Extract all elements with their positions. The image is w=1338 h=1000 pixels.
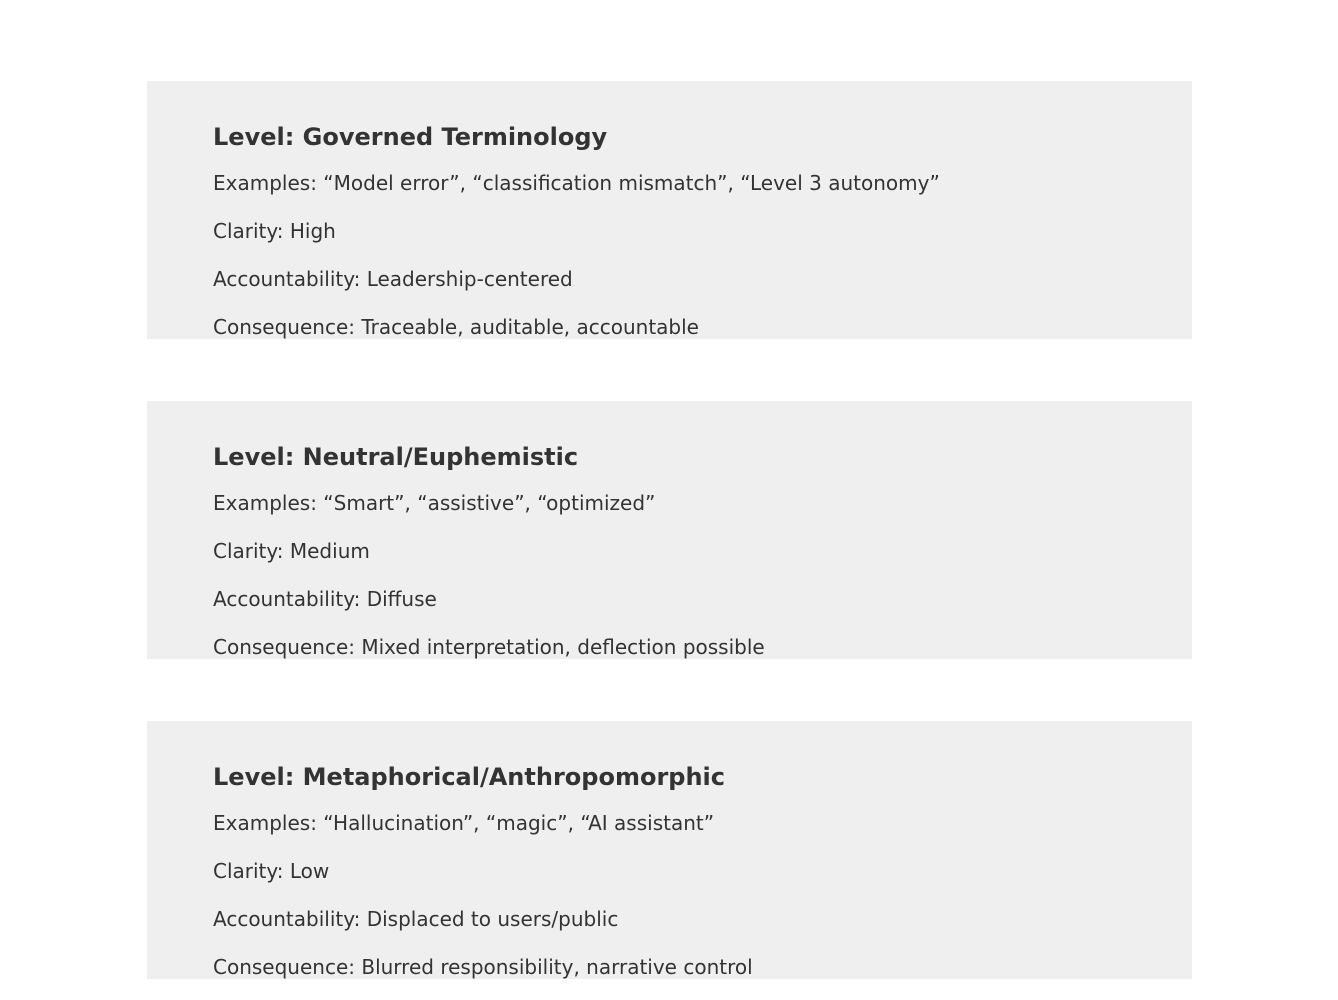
level-consequence: Consequence: Traceable, auditable, accountable [213, 315, 699, 339]
level-card-governed-terminology [147, 81, 1192, 339]
level-clarity: Clarity: High [213, 219, 336, 243]
level-consequence: Consequence: Blurred responsibility, narrative control [213, 955, 753, 979]
level-examples: Examples: “Hallucination”, “magic”, “AI assistant” [213, 811, 715, 835]
level-title: Level: Neutral/Euphemistic [213, 443, 579, 471]
level-clarity: Clarity: Low [213, 859, 330, 883]
level-accountability: Accountability: Diffuse [213, 587, 437, 611]
level-card-metaphorical-anthropomorphic [147, 721, 1192, 979]
level-title: Level: Governed Terminology [213, 123, 608, 151]
level-clarity: Clarity: Medium [213, 539, 370, 563]
level-title: Level: Metaphorical/Anthropomorphic [213, 763, 725, 791]
level-examples: Examples: “Model error”, “classification mismatch”, “Level 3 autonomy” [213, 171, 940, 195]
level-consequence: Consequence: Mixed interpretation, deflection possible [213, 635, 765, 659]
level-examples: Examples: “Smart”, “assistive”, “optimized” [213, 491, 656, 515]
level-accountability: Accountability: Displaced to users/public [213, 907, 619, 931]
level-card-neutral-euphemistic [147, 401, 1192, 659]
level-accountability: Accountability: Leadership-centered [213, 267, 573, 291]
